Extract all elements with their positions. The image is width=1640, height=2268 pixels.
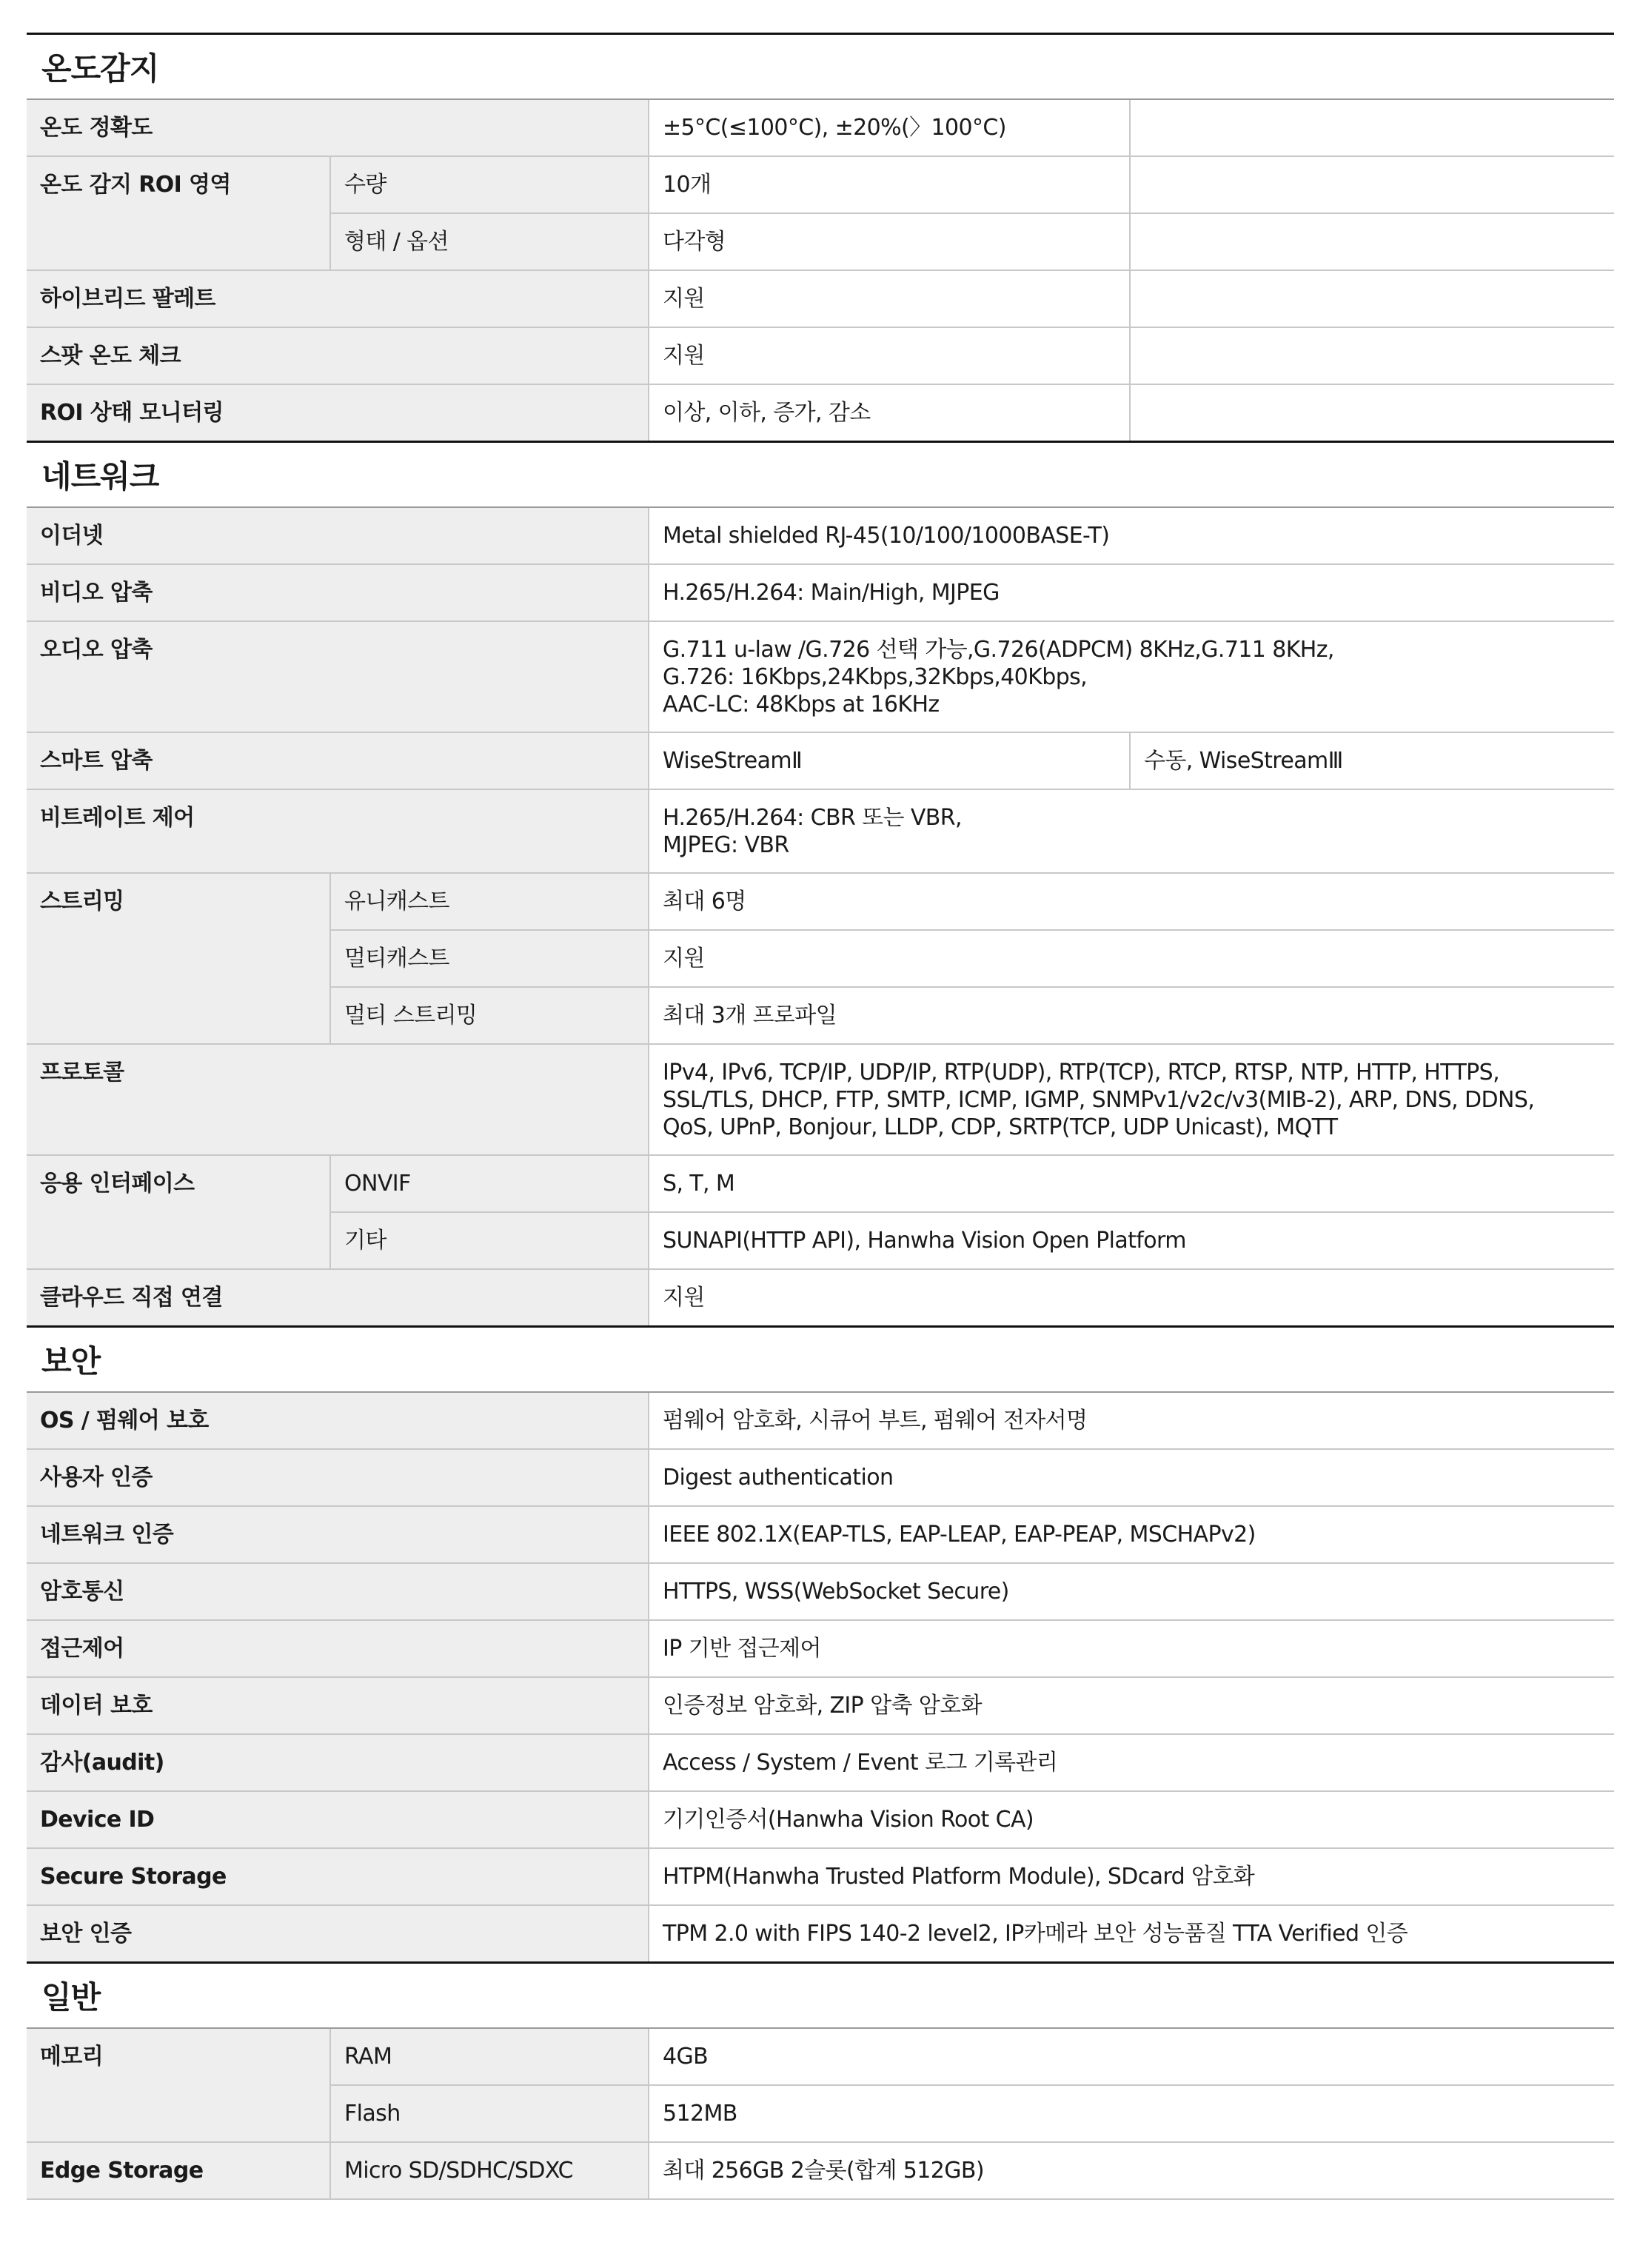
row-label: 네트워크 인증 — [27, 1506, 649, 1563]
table-row — [27, 270, 1614, 327]
row-value: HTTPS, WSS(WebSocket Secure) — [649, 1563, 1614, 1620]
table-row — [27, 1044, 1614, 1155]
empty-cell — [1130, 327, 1614, 384]
row-label: Device ID — [27, 1791, 649, 1848]
row-sublabel: 유니캐스트 — [330, 873, 649, 930]
table-row — [27, 564, 1614, 621]
row-label: 온도 감지 ROI 영역 — [27, 156, 330, 270]
row-value: 지원 — [649, 1269, 1614, 1327]
row-label: 접근제어 — [27, 1620, 649, 1677]
row-value: 이상, 이하, 증가, 감소 — [649, 384, 1130, 442]
row-value: 인증정보 암호화, ZIP 압축 암호화 — [649, 1677, 1614, 1734]
row-sublabel: 기타 — [330, 1212, 649, 1269]
table-row — [27, 1563, 1614, 1620]
row-value: IEEE 802.1X(EAP-TLS, EAP-LEAP, EAP-PEAP, MSCHAPv2) — [649, 1506, 1614, 1563]
row-value: SUNAPI(HTTP API), Hanwha Vision Open Platform — [649, 1212, 1614, 1269]
empty-cell — [1130, 100, 1614, 156]
row-label: 온도 정확도 — [27, 100, 649, 156]
row-value: Metal shielded RJ-45(10/100/1000BASE-T) — [649, 508, 1614, 564]
row-label: 스마트 압축 — [27, 732, 649, 789]
row-value: 기기인증서(Hanwha Vision Root CA) — [649, 1791, 1614, 1848]
row-label: OS / 펌웨어 보호 — [27, 1393, 649, 1449]
general-table — [27, 2029, 1614, 2200]
table-row — [27, 508, 1614, 564]
row-label: Secure Storage — [27, 1848, 649, 1905]
row-value: S, T, M — [649, 1155, 1614, 1212]
row-value: Digest authentication — [649, 1449, 1614, 1506]
empty-cell — [1130, 213, 1614, 270]
row-label: 보안 인증 — [27, 1905, 649, 1963]
row-label: ROI 상태 모니터링 — [27, 384, 649, 442]
row-sublabel: Micro SD/SDHC/SDXC — [330, 2142, 649, 2199]
table-row — [27, 873, 1614, 930]
row-value: HTPM(Hanwha Trusted Platform Module), SDcard 암호화 — [649, 1848, 1614, 1905]
row-label: 응용 인터페이스 — [27, 1155, 330, 1269]
table-row — [27, 1449, 1614, 1506]
row-value: IP 기반 접근제어 — [649, 1620, 1614, 1677]
row-value: ±5°C(≤100°C), ±20%(〉100°C) — [649, 100, 1130, 156]
row-value: 최대 3개 프로파일 — [649, 987, 1614, 1044]
security-table — [27, 1393, 1614, 1964]
row-value: IPv4, IPv6, TCP/IP, UDP/IP, RTP(UDP), RTP(TCP), RTCP, RTSP, NTP, HTTP, HTTPS, SSL/TLS, DHCP, FTP, SMTP, ICMP, IGMP, SNMPv1/v2c/v3(MIB-2), ARP, DNS, DDNS, QoS, UPnP, Bonjour, LLDP, CDP, SRTP(TCP, UDP Unicast), MQTT — [649, 1044, 1614, 1155]
empty-cell — [1130, 384, 1614, 442]
row-label: 비디오 압축 — [27, 564, 649, 621]
row-sublabel: 형태 / 옵션 — [330, 213, 649, 270]
table-row — [27, 789, 1614, 873]
row-value: 최대 256GB 2슬롯(합계 512GB) — [649, 2142, 1614, 2199]
row-label: 사용자 인증 — [27, 1449, 649, 1506]
row-sublabel: Flash — [330, 2085, 649, 2142]
row-value: 지원 — [649, 930, 1614, 987]
row-label: 이더넷 — [27, 508, 649, 564]
row-value: 10개 — [649, 156, 1130, 213]
table-row — [27, 1791, 1614, 1848]
table-row — [27, 1677, 1614, 1734]
section-title-general: 일반 — [27, 1964, 1614, 2029]
row-label: 비트레이트 제어 — [27, 789, 649, 873]
table-row — [27, 1848, 1614, 1905]
row-label: 오디오 압축 — [27, 621, 649, 732]
row-label: 하이브리드 팔레트 — [27, 270, 649, 327]
row-value: 4GB — [649, 2029, 1614, 2085]
table-row — [27, 384, 1614, 442]
table-row — [27, 1506, 1614, 1563]
row-value: H.265/H.264: CBR 또는 VBR, MJPEG: VBR — [649, 789, 1614, 873]
row-value: 지원 — [649, 327, 1130, 384]
row-value: 펌웨어 암호화, 시큐어 부트, 펌웨어 전자서명 — [649, 1393, 1614, 1449]
row-label: 프로토콜 — [27, 1044, 649, 1155]
row-value-2: 수동, WiseStreamⅢ — [1130, 732, 1614, 789]
table-row — [27, 1393, 1614, 1449]
row-value: TPM 2.0 with FIPS 140-2 level2, IP카메라 보안 성능품질 TTA Verified 인증 — [649, 1905, 1614, 1963]
row-label: 스팟 온도 체크 — [27, 327, 649, 384]
spec-sheet — [27, 33, 1614, 2200]
empty-cell — [1130, 156, 1614, 213]
table-row — [27, 621, 1614, 732]
row-value: H.265/H.264: Main/High, MJPEG — [649, 564, 1614, 621]
row-label: 클라우드 직접 연결 — [27, 1269, 649, 1327]
table-row — [27, 1905, 1614, 1963]
row-value: G.711 u-law /G.726 선택 가능,G.726(ADPCM) 8KHz,G.711 8KHz, G.726: 16Kbps,24Kbps,32Kbps,40Kbps, AAC-LC: 48Kbps at 16KHz — [649, 621, 1614, 732]
row-value: WiseStreamⅡ — [649, 732, 1130, 789]
table-row — [27, 156, 1614, 213]
empty-cell — [1130, 270, 1614, 327]
row-label: Edge Storage — [27, 2142, 330, 2199]
table-row — [27, 1269, 1614, 1327]
network-table — [27, 508, 1614, 1328]
table-row — [27, 1734, 1614, 1791]
row-sublabel: ONVIF — [330, 1155, 649, 1212]
row-label: 데이터 보호 — [27, 1677, 649, 1734]
table-row — [27, 1620, 1614, 1677]
row-value: 최대 6명 — [649, 873, 1614, 930]
thermal-table — [27, 100, 1614, 443]
table-row — [27, 100, 1614, 156]
row-sublabel: 멀티 스트리밍 — [330, 987, 649, 1044]
section-title-security: 보안 — [27, 1328, 1614, 1393]
row-value: 지원 — [649, 270, 1130, 327]
row-value: 다각형 — [649, 213, 1130, 270]
row-label: 메모리 — [27, 2029, 330, 2142]
row-label: 스트리밍 — [27, 873, 330, 1044]
table-row — [27, 2142, 1614, 2199]
row-sublabel: RAM — [330, 2029, 649, 2085]
row-label: 감사(audit) — [27, 1734, 649, 1791]
section-title-thermal: 온도감지 — [27, 33, 1614, 100]
row-label: 암호통신 — [27, 1563, 649, 1620]
table-row — [27, 732, 1614, 789]
table-row — [27, 1155, 1614, 1212]
table-row — [27, 2029, 1614, 2085]
table-row — [27, 327, 1614, 384]
row-value: 512MB — [649, 2085, 1614, 2142]
section-title-network: 네트워크 — [27, 443, 1614, 508]
row-sublabel: 수량 — [330, 156, 649, 213]
row-sublabel: 멀티캐스트 — [330, 930, 649, 987]
row-value: Access / System / Event 로그 기록관리 — [649, 1734, 1614, 1791]
